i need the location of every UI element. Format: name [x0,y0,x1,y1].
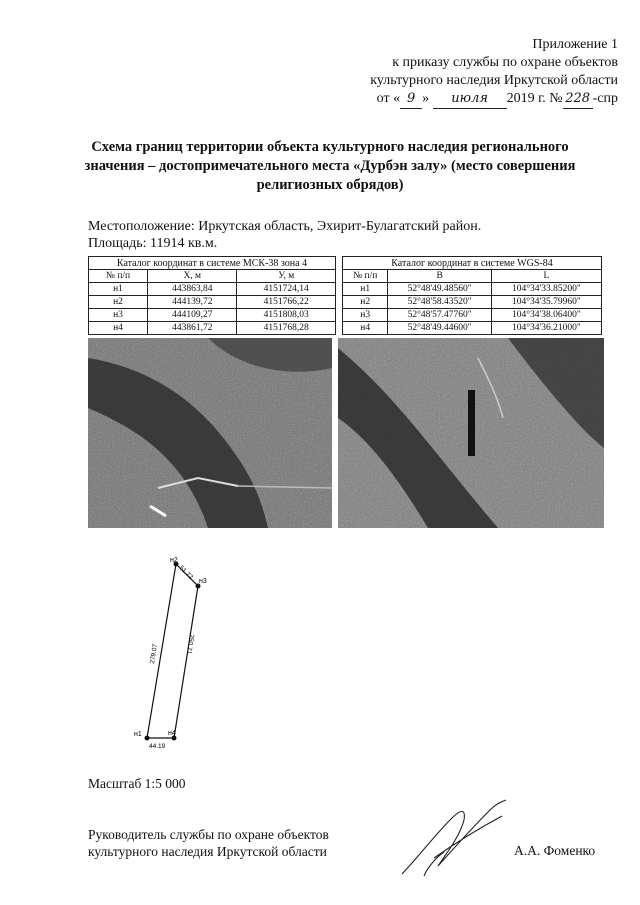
date-day: 9 [400,90,422,109]
area-text: Площадь: 11914 кв.м. [88,236,218,251]
table-row [343,322,602,335]
cell: 4151808,03 [237,309,336,322]
order-suffix: -спр [592,91,618,106]
cell: 52°48'58.43520" [388,296,491,309]
table-row [343,296,602,309]
table-row [89,309,336,322]
table-row [343,309,602,322]
cell: 4151766,22 [237,296,336,309]
satellite-image-icon [338,338,604,528]
catalog-msk-header: X, м [148,270,237,283]
cell: 104°34'36.21000" [491,322,601,335]
order-number: 228 [563,90,593,109]
satellite-image-left [88,338,332,528]
segment-n4-n1: 44.19 [149,743,166,750]
catalog-msk-header: У, м [237,270,336,283]
cell: н2 [343,296,388,309]
cell: н3 [343,309,388,322]
segment-n1-n2: 279.07 [149,643,160,665]
cell: 443863,84 [148,283,237,296]
signatory-name: А.А. Фоменко [514,843,596,858]
cell: 443861,72 [148,322,237,335]
catalog-msk-caption: Каталог координат в системе МСК-38 зона 4 [89,257,336,270]
catalog-wgs-header: B [388,270,491,283]
cell: 52°48'49.48560" [388,283,491,296]
segment-n2-n3: 51.72 [177,564,195,581]
date-prefix: от « [376,91,401,106]
cell: н4 [343,322,388,335]
document-title: Схема границ территории объекта культурного наследия регионального значения – достопримечательного места «Дурбэн залу» (место совершения религиозных обрядов) [84,139,576,193]
position-line2: культурного наследия Иркутской области [88,844,327,859]
segment-n3-n4: 250.71 [184,633,195,655]
catalog-wgs-header: L [491,270,601,283]
catalog-msk-header: № п/п [89,270,148,283]
cell: 4151768,28 [237,322,336,335]
cell: н2 [89,296,148,309]
label-n3: н3 [199,578,207,585]
cell: 52°48'49.44600" [388,322,491,335]
catalog-wgs-table [342,256,602,335]
scale-text: Масштаб 1:5 000 [88,776,186,791]
handwritten-signature-icon [394,796,514,886]
cell: 104°34'38.06400" [491,309,601,322]
cell: 4151724,14 [237,283,336,296]
cell: н1 [343,283,388,296]
date-mid: » [422,91,430,106]
date-month: июля [433,90,507,109]
appendix-date [278,90,618,109]
appendix-line1: Приложение 1 [532,37,618,52]
signatory-position [88,826,329,860]
position-line1: Руководитель службы по охране объектов [88,827,329,842]
location-block [88,218,481,252]
boundary-scheme [130,552,230,752]
cell: н1 [89,283,148,296]
cell: н3 [89,309,148,322]
catalog-msk-table [88,256,336,335]
appendix-block [278,36,618,109]
catalog-wgs-header: № п/п [343,270,388,283]
cell: н4 [89,322,148,335]
cell: 104°34'33.85200" [491,283,601,296]
location-text: Местоположение: Иркутская область, Эхирит-Булагатский район. [88,219,482,234]
point-n1 [145,736,150,741]
satellite-image-icon [88,338,332,528]
cell: 444139,72 [148,296,237,309]
satellite-image-right [338,338,604,528]
date-year: 2019 г. № [506,91,563,106]
cell: 444109,27 [148,309,237,322]
table-row [89,283,336,296]
cell: 52°48'57.47760" [388,309,491,322]
label-n1: н1 [134,731,142,738]
appendix-line2: к приказу службы по охране объектов [392,55,618,70]
table-row [89,296,336,309]
table-row [343,283,602,296]
catalog-wgs-caption: Каталог координат в системе WGS-84 [343,257,602,270]
appendix-line3: культурного наследия Иркутской области [370,73,618,88]
table-row [89,322,336,335]
cell: 104°34'35.79960" [491,296,601,309]
label-n2: н2 [170,557,178,564]
label-n4: н4 [168,730,176,737]
